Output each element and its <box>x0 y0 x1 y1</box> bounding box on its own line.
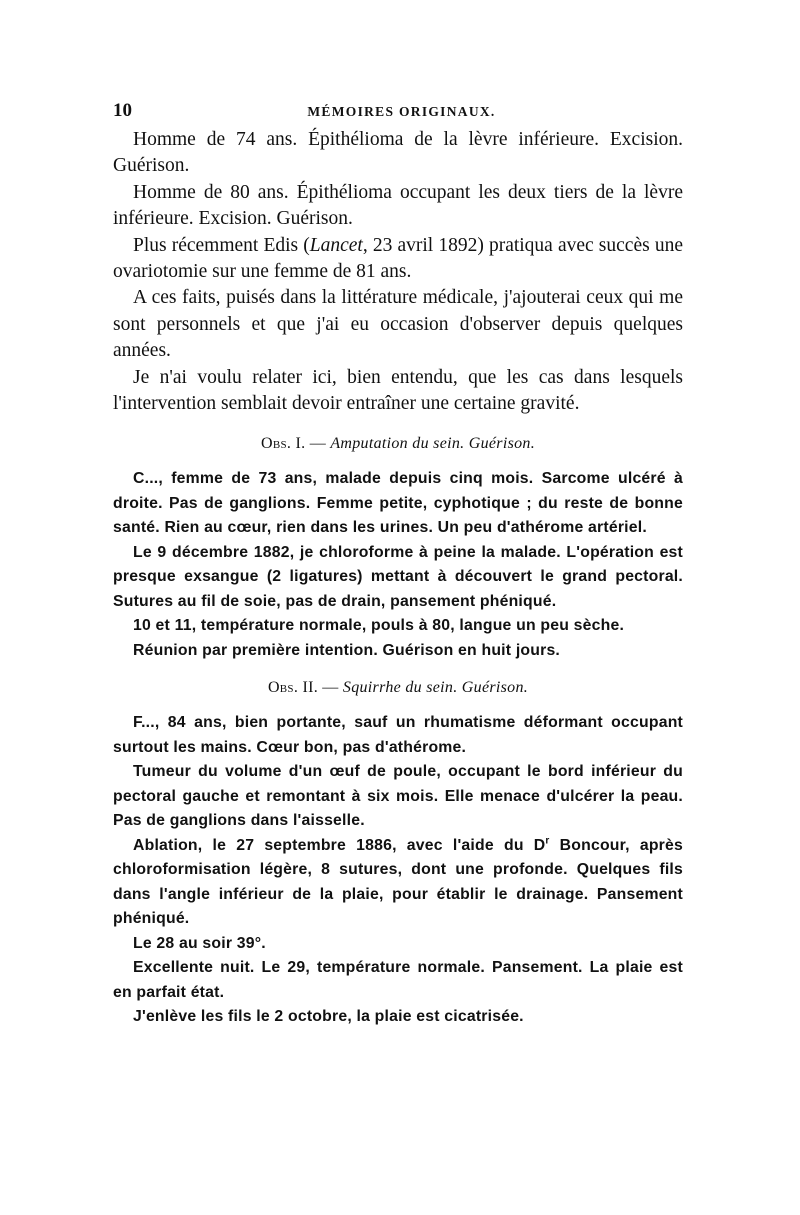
observation-title: Amputation du sein. Guérison. <box>330 435 536 453</box>
text-segment: Ablation, le 27 septembre 1886, avec l'aide du D <box>133 836 546 854</box>
journal-name: Lancet <box>309 234 363 256</box>
page-number: 10 <box>113 100 132 121</box>
observation-2-heading <box>113 679 683 697</box>
paragraph: Tumeur du volume d'un œuf de poule, occupant le bord inférieur du pectoral gauche et remontant à six mois. Elle menace d'ulcérer la peau. Pas de ganglions dans l'aisselle. <box>113 763 683 830</box>
paragraph-edis <box>113 233 683 286</box>
paragraph: Réunion par première intention. Guérison en huit jours. <box>133 641 561 659</box>
paragraph: Homme de 74 ans. Épithélioma de la lèvre inférieure. Excision. Guérison. <box>113 129 683 177</box>
page-body <box>113 127 683 1030</box>
paragraph: Excellente nuit. Le 29, température normale. Pansement. La plaie est en parfait état. <box>113 959 683 1001</box>
observation-label: Obs. II. — <box>267 679 343 697</box>
paragraph: A ces faits, puisés dans la littérature médicale, j'ajouterai ceux qui me sont personnels et que j'ai eu occasion d'observer depuis quelques années. <box>113 287 683 362</box>
paragraph: F..., 84 ans, bien portante, sauf un rhumatisme déformant occupant surtout les mains. Cœur bon, pas d'athérome. <box>113 714 683 756</box>
page-header <box>113 100 690 124</box>
text-segment: Boncour, après chloroformisation légère, 8 sutures, dont une profonde. Quelques fils dans l'angle inférieur de la plaie, pour établir le drainage. Pansement phéniqué. <box>113 836 683 928</box>
superscript: r <box>545 835 550 847</box>
paragraph: Le 9 décembre 1882, je chloroforme à peine la malade. L'opération est presque exsangue (2 ligatures) mettant à découvert le grand pectoral. Sutures au fil de soie, pas de drain, pansement phéniqué. <box>113 543 683 610</box>
paragraph: 10 et 11, température normale, pouls à 80, langue un peu sèche. <box>133 617 625 635</box>
paragraph: Homme de 80 ans. Épithélioma occupant les deux tiers de la lèvre inférieure. Excision. Guérison. <box>113 181 683 230</box>
paragraph: J'enlève les fils le 2 octobre, la plaie est cicatrisée. <box>133 1008 524 1026</box>
observation-1-heading <box>113 435 683 453</box>
paragraph: C..., femme de 73 ans, malade depuis cinq mois. Sarcome ulcéré à droite. Pas de ganglions. Femme petite, cyphotique ; du reste de bonne santé. Rien au cœur, rien dans les urines. Un peu d'athérome artériel. <box>113 470 683 537</box>
observation-label: Obs. I. — <box>260 435 331 453</box>
paragraph: Je n'ai voulu relater ici, bien entendu, que les cas dans lesquels l'intervention semblait devoir entraîner une certaine gravité. <box>113 366 683 415</box>
paragraph-ablation <box>113 834 683 932</box>
text-segment: , 23 avril 1892) pratiqua avec succès une ovariotomie sur une femme de 81 ans. <box>113 234 683 283</box>
paragraph: Le 28 au soir 39°. <box>133 934 266 952</box>
text-segment: Plus récemment Edis ( <box>133 234 310 256</box>
observation-title: Squirrhe du sein. Guérison. <box>342 679 529 697</box>
running-title: MÉMOIRES ORIGINAUX. <box>307 104 496 119</box>
